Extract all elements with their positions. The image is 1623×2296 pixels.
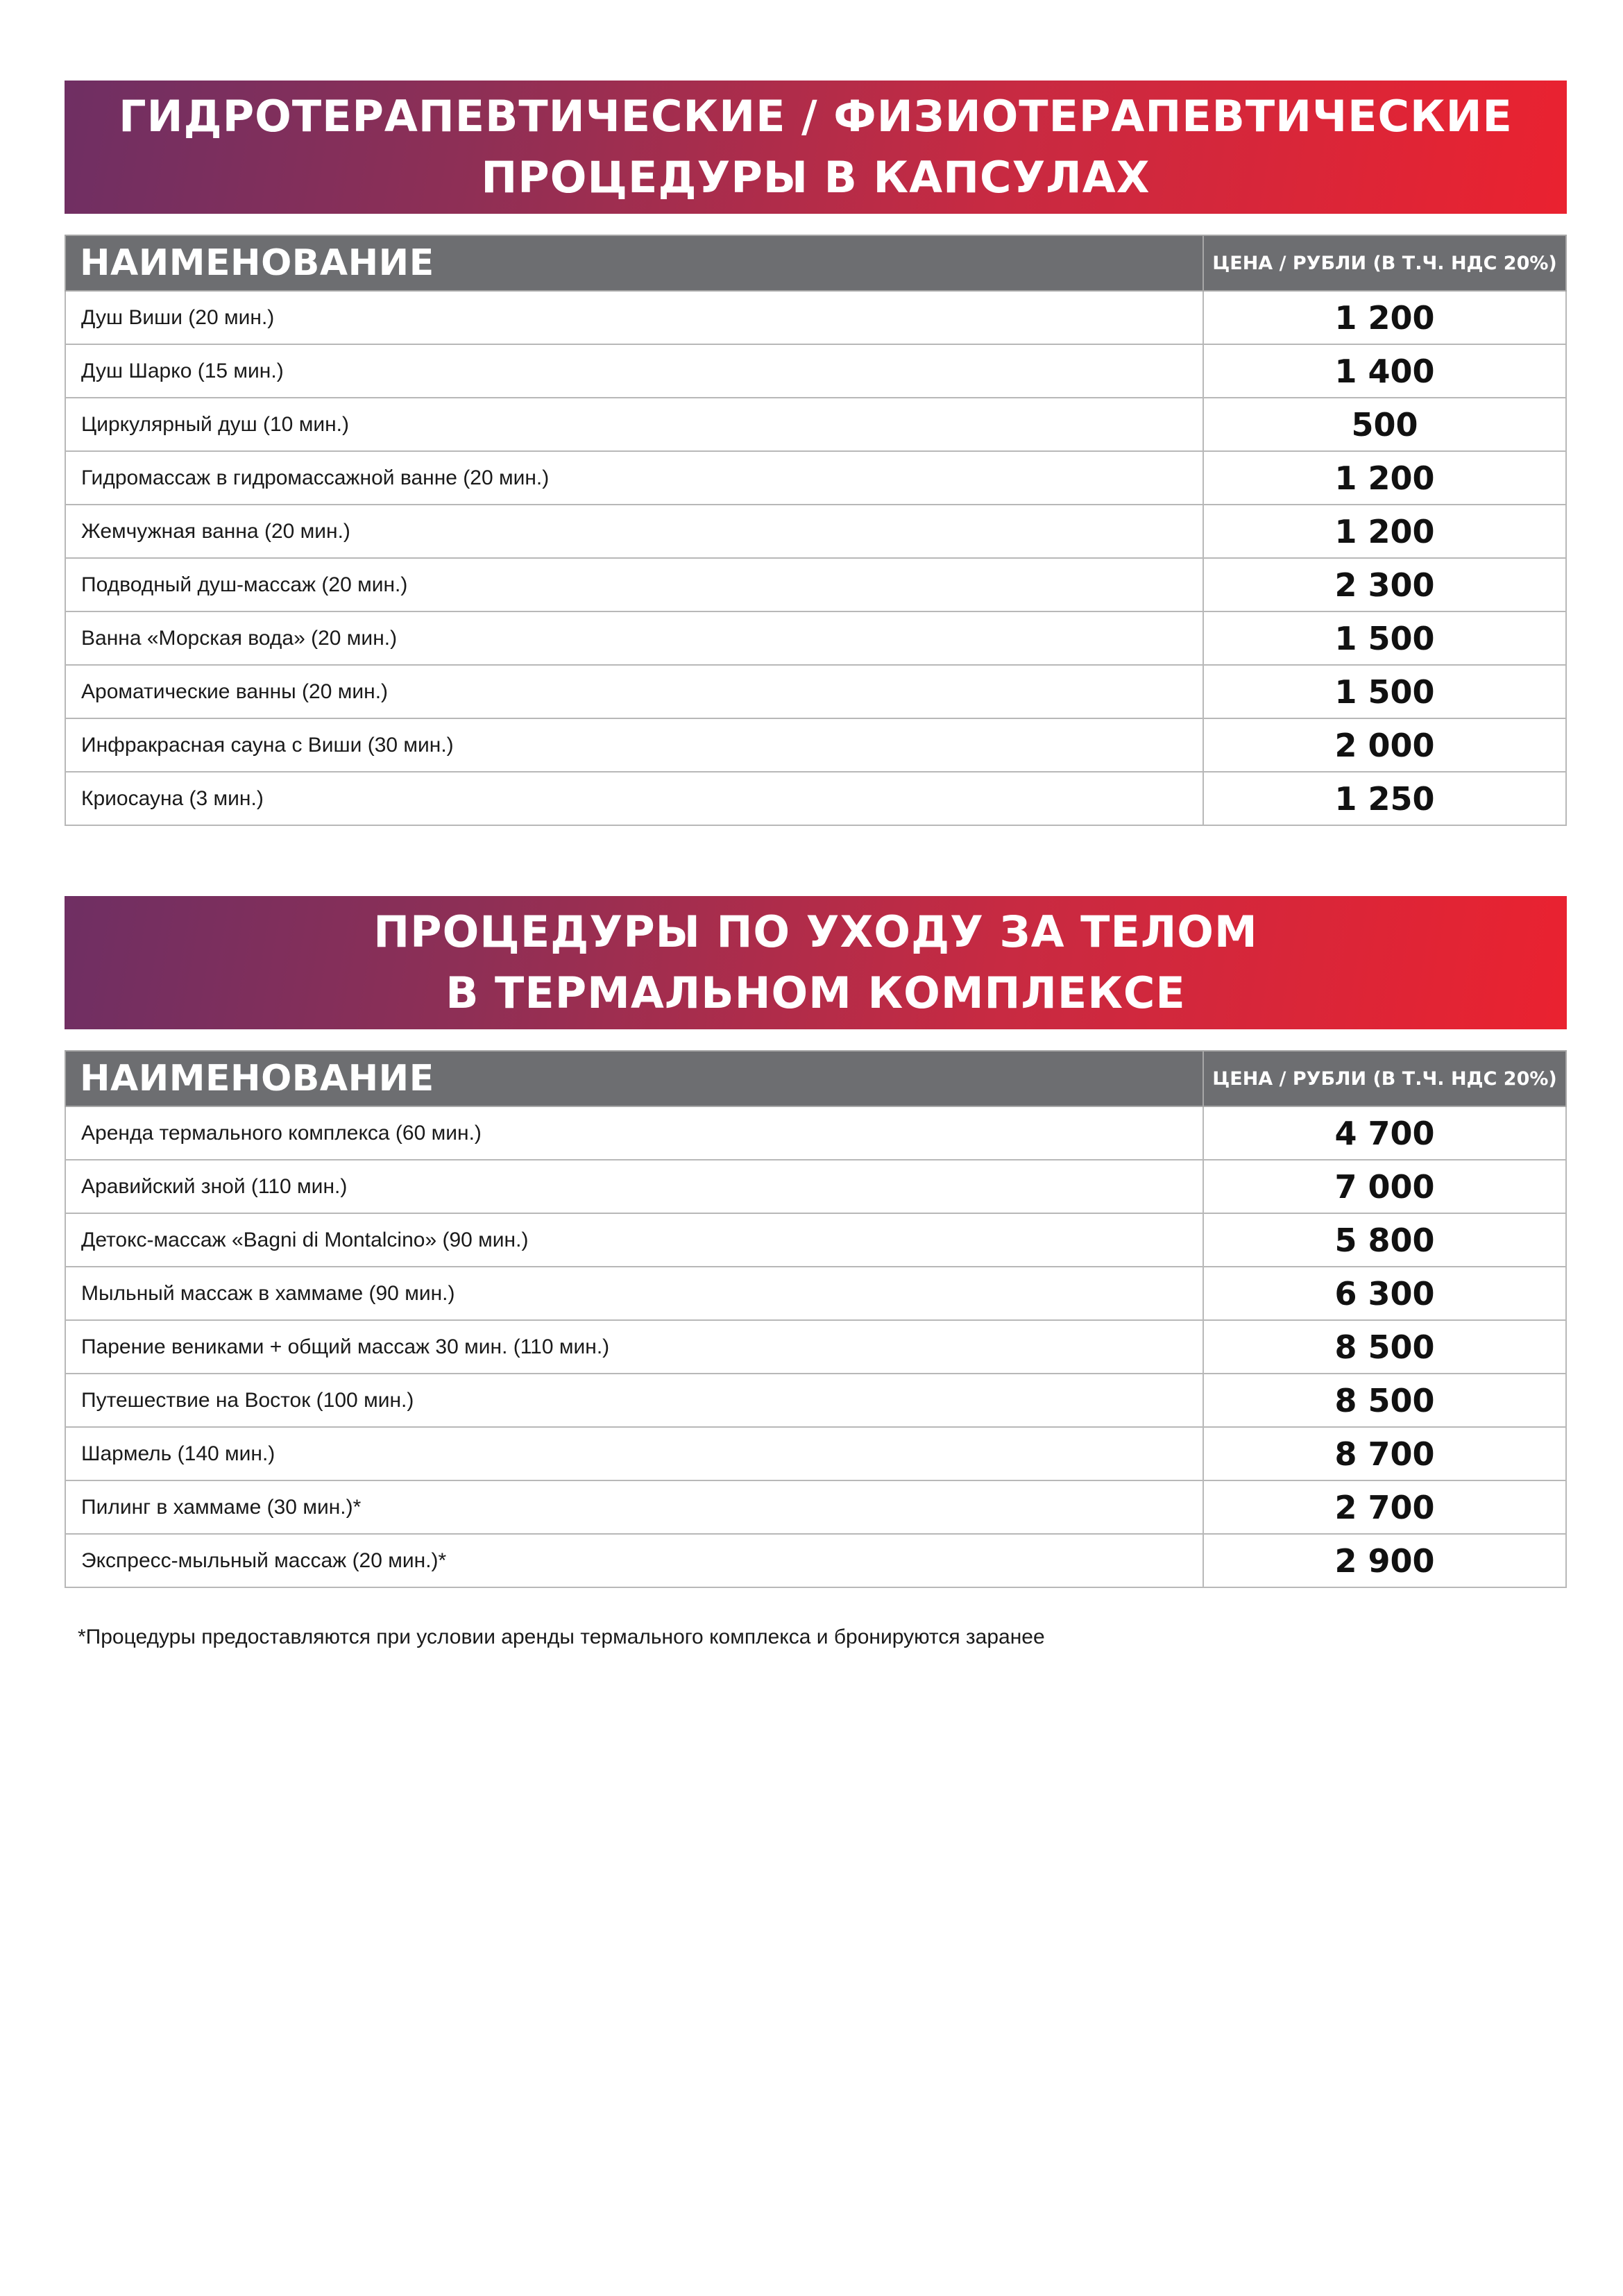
procedure-price: 5 800 (1203, 1213, 1566, 1267)
procedure-price: 1 200 (1203, 451, 1566, 505)
procedure-price: 2 900 (1203, 1534, 1566, 1587)
procedure-price: 1 200 (1203, 291, 1566, 344)
section-capsule-procedures (65, 81, 1567, 826)
procedure-name: Душ Шарко (15 мин.) (65, 344, 1203, 398)
price-table (65, 235, 1567, 826)
header-name: НАИМЕНОВАНИЕ (65, 235, 1203, 291)
procedure-price: 2 000 (1203, 718, 1566, 772)
table-row (65, 665, 1566, 718)
table-row (65, 1374, 1566, 1427)
table-row (65, 1160, 1566, 1213)
header-price: ЦЕНА / РУБЛИ (В Т.Ч. НДС 20%) (1203, 235, 1566, 291)
procedure-name: Детокс-массаж «Bagni di Montalcino» (90 мин.) (65, 1213, 1203, 1267)
section-title-line2: ПРОЦЕДУРЫ В КАПСУЛАХ (481, 152, 1150, 203)
section-title-banner (65, 896, 1567, 1029)
procedure-name: Гидромассаж в гидромассажной ванне (20 мин.) (65, 451, 1203, 505)
table-row (65, 451, 1566, 505)
procedure-name: Шармель (140 мин.) (65, 1427, 1203, 1480)
procedure-name: Инфракрасная сауна с Виши (30 мин.) (65, 718, 1203, 772)
table-row (65, 1106, 1566, 1160)
section-body-care-procedures (65, 896, 1567, 1588)
header-price: ЦЕНА / РУБЛИ (В Т.Ч. НДС 20%) (1203, 1051, 1566, 1106)
table-row (65, 718, 1566, 772)
section-title-line1: ПРОЦЕДУРЫ ПО УХОДУ ЗА ТЕЛОМ (373, 906, 1258, 957)
procedure-name: Парение вениками + общий массаж 30 мин. (110 мин.) (65, 1320, 1203, 1374)
procedure-name: Ванна «Морская вода» (20 мин.) (65, 611, 1203, 665)
procedure-name: Криосауна (3 мин.) (65, 772, 1203, 825)
table-row (65, 1213, 1566, 1267)
procedure-price: 1 500 (1203, 665, 1566, 718)
table-row (65, 505, 1566, 558)
table-body (65, 291, 1566, 825)
table-header-row (65, 235, 1566, 291)
procedure-name: Аренда термального комплекса (60 мин.) (65, 1106, 1203, 1160)
procedure-name: Путешествие на Восток (100 мин.) (65, 1374, 1203, 1427)
section-title-line2: В ТЕРМАЛЬНОМ КОМПЛЕКСЕ (445, 968, 1186, 1018)
procedure-name: Экспресс-мыльный массаж (20 мин.)* (65, 1534, 1203, 1587)
header-name: НАИМЕНОВАНИЕ (65, 1051, 1203, 1106)
table-row (65, 1480, 1566, 1534)
procedure-name: Пилинг в хаммаме (30 мин.)* (65, 1480, 1203, 1534)
procedure-name: Душ Виши (20 мин.) (65, 291, 1203, 344)
procedure-price: 2 700 (1203, 1480, 1566, 1534)
procedure-price: 500 (1203, 398, 1566, 451)
procedure-name: Мыльный массаж в хаммаме (90 мин.) (65, 1267, 1203, 1320)
table-row (65, 398, 1566, 451)
table-row (65, 1267, 1566, 1320)
procedure-price: 8 500 (1203, 1320, 1566, 1374)
table-row (65, 344, 1566, 398)
table-row (65, 1534, 1566, 1587)
procedure-price: 8 500 (1203, 1374, 1566, 1427)
procedure-name: Ароматические ванны (20 мин.) (65, 665, 1203, 718)
table-row (65, 772, 1566, 825)
procedure-name: Аравийский зной (110 мин.) (65, 1160, 1203, 1213)
procedure-name: Циркулярный душ (10 мин.) (65, 398, 1203, 451)
procedure-price: 1 400 (1203, 344, 1566, 398)
procedure-name: Подводный душ-массаж (20 мин.) (65, 558, 1203, 611)
procedure-price: 1 500 (1203, 611, 1566, 665)
price-table (65, 1050, 1567, 1588)
procedure-price: 7 000 (1203, 1160, 1566, 1213)
procedure-price: 8 700 (1203, 1427, 1566, 1480)
table-header-row (65, 1051, 1566, 1106)
table-row (65, 291, 1566, 344)
procedure-name: Жемчужная ванна (20 мин.) (65, 505, 1203, 558)
procedure-price: 2 300 (1203, 558, 1566, 611)
table-row (65, 1320, 1566, 1374)
procedure-price: 4 700 (1203, 1106, 1566, 1160)
section-title-banner (65, 81, 1567, 214)
table-row (65, 611, 1566, 665)
procedure-price: 1 250 (1203, 772, 1566, 825)
section-title-line1: ГИДРОТЕРАПЕВТИЧЕСКИЕ / ФИЗИОТЕРАПЕВТИЧЕСКИЕ (119, 91, 1513, 142)
table-body (65, 1106, 1566, 1587)
procedure-price: 1 200 (1203, 505, 1566, 558)
footnote: *Процедуры предоставляются при условии аренды термального комплекса и бронируются заранее (78, 1626, 1045, 1648)
procedure-price: 6 300 (1203, 1267, 1566, 1320)
table-row (65, 1427, 1566, 1480)
table-row (65, 558, 1566, 611)
